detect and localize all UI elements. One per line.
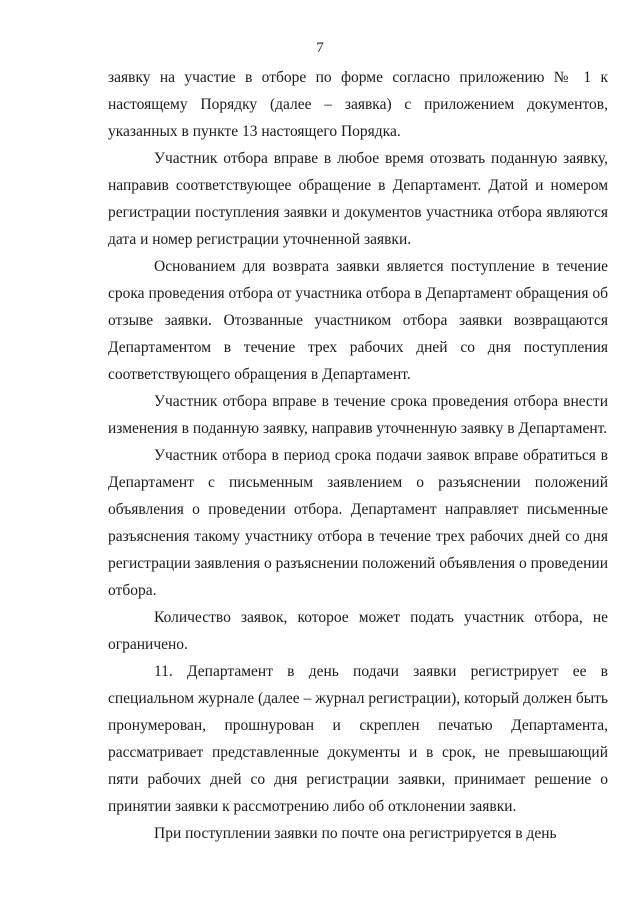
document-body [108,64,608,847]
paragraph-clarification-request: Участник отбора в период срока подачи заявок вправе обратиться в Департамент с письменным заявлением о разъяснении положений объявления о проведении отбора. Департамент направляет письменные разъяснения такому участнику отбора в течение трех рабочих дней со дня регистрации заявления о разъяснении положений объявления о проведении отбора. [108,447,608,599]
page-number: 7 [316,40,324,56]
paragraph-amend-application: Участник отбора вправе в течение срока проведения отбора внести изменения в поданную заявку, направив уточненную заявку в Департамент. [108,393,608,437]
paragraph-application-count: Количество заявок, которое может подать участник отбора, не ограничено. [108,609,608,653]
paragraph-item-11: 11. Департамент в день подачи заявки регистрирует ее в специальном журнале (далее – журнал регистрации), который должен быть пронумерован, прошнурован и скреплен печатью Департамента, рассматривает представленные документы и в срок, не превышающий пяти рабочих дней со дня регистрации заявки, принимает решение о принятии заявки к рассмотрению либо об отклонении заявки. [108,663,608,815]
paragraph-withdraw-application: Участник отбора вправе в любое время отозвать поданную заявку, направив соответствующее обращение в Департамент. Датой и номером регистрации поступления заявки и документов участника отбора являются дата и номер регистрации уточненной заявки. [108,150,608,248]
paragraph-return-basis: Основанием для возврата заявки является поступление в течение срока проведения отбора от участника отбора в Департамент обращения об отзыве заявки. Отозванные участником отбора заявки возвращаются Департаментом в течение трех рабочих дней со дня поступления соответствующего обращения в Департамент. [108,258,608,383]
paragraph-mail-receipt: При поступлении заявки по почте она регистрируется в день [154,825,557,842]
paragraph-continuation: заявку на участие в отборе по форме согласно приложению № 1 к настоящему Порядку (далее – заявка) с приложением документов, указанных в пункте 13 настоящего Порядка. [108,69,608,140]
